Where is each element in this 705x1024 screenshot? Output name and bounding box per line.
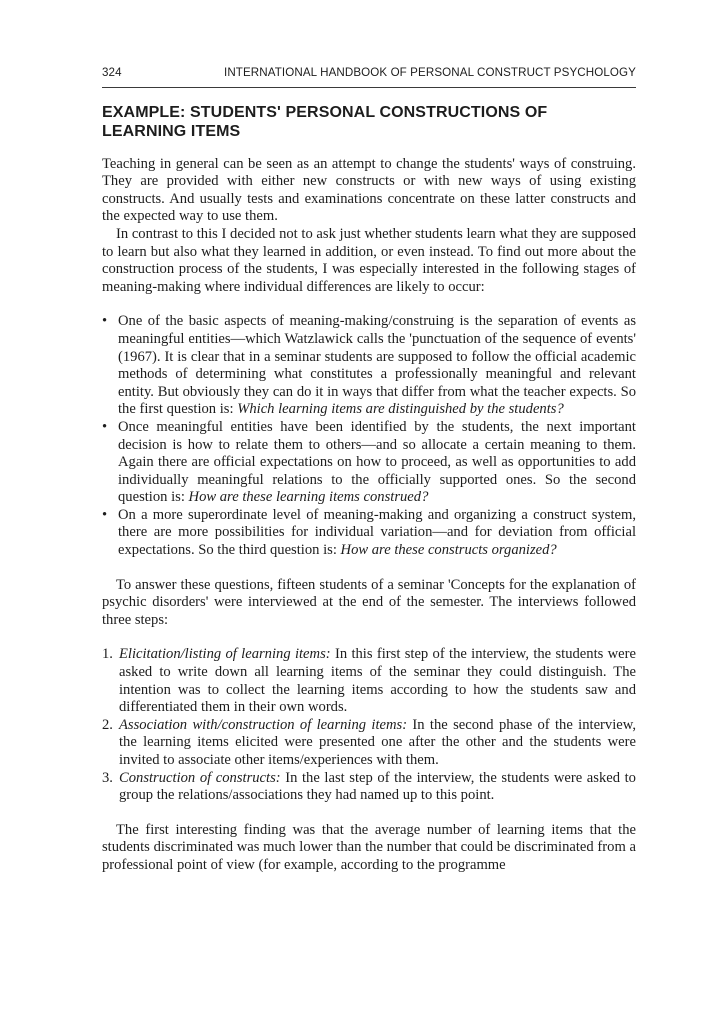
list-item-text: On a more superordinate level of meaning-making and organizing a construct system, there are more possibilities for individual variation—and for deviation from official expectations. So the third question is:: [118, 506, 636, 559]
paragraph-2: In contrast to this I decided not to ask just whether students learn what they are supposed to learn but also what they learned in addition, or even instead. To find out more about the construction process of the students, I was especially interested in the following stages of meaning-making where individual differences are likely to occur:: [102, 225, 636, 295]
list-item: [102, 770, 636, 805]
step-number: 1.: [102, 646, 113, 663]
section-title: EXAMPLE: STUDENTS' PERSONAL CONSTRUCTIONS OF LEARNING ITEMS: [102, 103, 548, 141]
list-item-text: Once meaningful entities have been identified by the students, the next important decision is how to relate them to others—and so allocate a certain meaning to them. Again there are official expectations on how to proceed, as well as opportunities to add individually meaningful relations to the officially supported ones. So the second question is:: [118, 418, 636, 506]
list-item-question: Which learning items are distinguished by the students?: [237, 401, 564, 418]
paragraph-3: To answer these questions, fifteen students of a seminar 'Concepts for the explanation of psychic disorders' were interviewed at the end of the semester. The interviews followed three steps:: [102, 576, 636, 628]
list-item-question: How are these constructs organized?: [340, 542, 557, 559]
list-item: [102, 507, 636, 560]
paragraph-4: The first interesting finding was that the average number of learning items that the students discriminated was much lower than the number that could be discriminated from a professional point of view (for example, according to the programme: [102, 821, 636, 873]
bullet-icon: •: [102, 418, 108, 435]
step-label: Elicitation/listing of learning items:: [119, 646, 331, 663]
list-item-text: One of the basic aspects of meaning-making/construing is the separation of events as meaningful entities—which Watzlawick calls the 'punctuation of the sequence of events' (1967). It is clear that in a seminar students are supposed to follow the official academic methods of determining what constitutes a professionally meaningful and relevant entity. But obviously they can do it in ways that differ from what the teacher expects. So the first question is:: [118, 313, 636, 418]
step-label: Association with/construction of learning items:: [119, 716, 408, 733]
step-text: In this first step of the interview, the students were asked to write down all learning items of the seminar they could distinguish. The intention was to collect the learning items according to how the students saw and differentiated them in their own words.: [119, 646, 637, 716]
list-item-question: How are these learning items construed?: [188, 489, 429, 506]
step-label: Construction of constructs:: [119, 769, 281, 786]
running-header: [102, 64, 636, 88]
interview-steps: [102, 646, 636, 804]
book-page: [102, 64, 636, 875]
page-number: 324: [102, 66, 122, 79]
stages-list: [102, 313, 636, 559]
bullet-icon: •: [102, 313, 108, 330]
list-item: [102, 419, 636, 507]
list-item: [102, 313, 636, 419]
list-item: [102, 717, 636, 770]
step-number: 3.: [102, 769, 113, 786]
bullet-icon: •: [102, 506, 108, 523]
running-title: INTERNATIONAL HANDBOOK OF PERSONAL CONSTRUCT PSYCHOLOGY: [224, 66, 636, 79]
list-item: [102, 646, 636, 716]
paragraph-1: Teaching in general can be seen as an attempt to change the students' ways of construing. They are provided with either new constructs or with new ways of using existing constructs. And usually tests and examinations concentrate on these latter constructs and the expected way to use them.: [102, 155, 636, 225]
step-number: 2.: [102, 716, 113, 733]
step-text: In the second phase of the interview, the learning items elicited were presented one after the other and the students were invited to associate other items/experiences with them.: [119, 716, 636, 768]
step-text: In the last step of the interview, the students were asked to group the relations/associations they had named up to this point.: [119, 769, 636, 804]
